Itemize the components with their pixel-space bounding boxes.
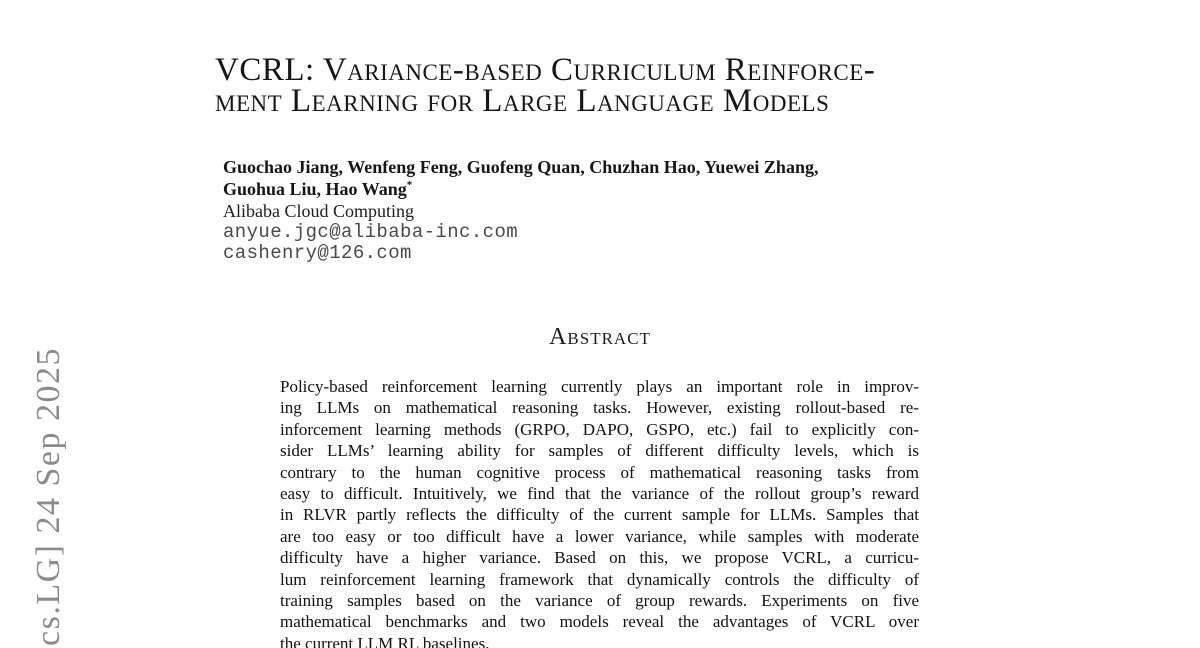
corresponding-author-asterisk: * (406, 178, 413, 191)
abstract-line: the current LLM RL baselines. (280, 633, 490, 648)
paper-title-line-2: ment Learning for Large Language Models (215, 83, 830, 119)
arxiv-stamp: cs.LG] 24 Sep 2025 (30, 347, 67, 646)
abstract-line: in RLVR partly reflects the difficulty of the current sample for LLMs. Samples that (280, 505, 919, 525)
abstract-line: mathematical benchmarks and two models reveal the advantages of VCRL over (280, 612, 919, 632)
abstract-line: difficulty have a higher variance. Based on this, we propose VCRL, a curricu- (280, 548, 919, 568)
author-block (223, 157, 923, 264)
abstract-line: contrary to the human cognitive process of mathematical reasoning tasks from (280, 462, 919, 482)
paper-title (215, 52, 1005, 119)
authors-line-2-names: Guohua Liu, Hao Wang (223, 178, 407, 199)
abstract-line: Policy-based reinforcement learning currently plays an important role in improv- (280, 377, 919, 396)
abstract-line: ing LLMs on mathematical reasoning tasks. However, existing rollout-based re- (280, 398, 919, 418)
affiliation: Alibaba Cloud Computing (223, 201, 414, 221)
abstract-heading: Abstract (549, 324, 651, 350)
authors-line-2 (223, 179, 923, 201)
email-secondary: cashenry@126.com (223, 242, 412, 264)
authors-line-1: Guochao Jiang, Wenfeng Feng, Guofeng Quan, Chuzhan Hao, Yuewei Zhang, (223, 157, 819, 177)
abstract-body (280, 376, 919, 648)
abstract-line: inforcement learning methods (GRPO, DAPO, GSPO, etc.) fail to explicitly con- (280, 419, 919, 439)
paper-title-line-1: VCRL: Variance-based Curriculum Reinforce- (215, 52, 876, 88)
abstract-line: lum reinforcement learning framework that dynamically controls the difficulty of (280, 569, 919, 589)
abstract-line: easy to difficult. Intuitively, we find that the variance of the rollout group’s reward (280, 483, 919, 503)
abstract-line: training samples based on the variance of group rewards. Experiments on five (280, 590, 919, 610)
email-primary: anyue.jgc@alibaba-inc.com (223, 221, 519, 243)
abstract-line: sider LLMs’ learning ability for samples of different difficulty levels, which is (280, 441, 919, 461)
abstract-line: are too easy or too difficult have a lower variance, while samples with moderate (280, 526, 919, 546)
